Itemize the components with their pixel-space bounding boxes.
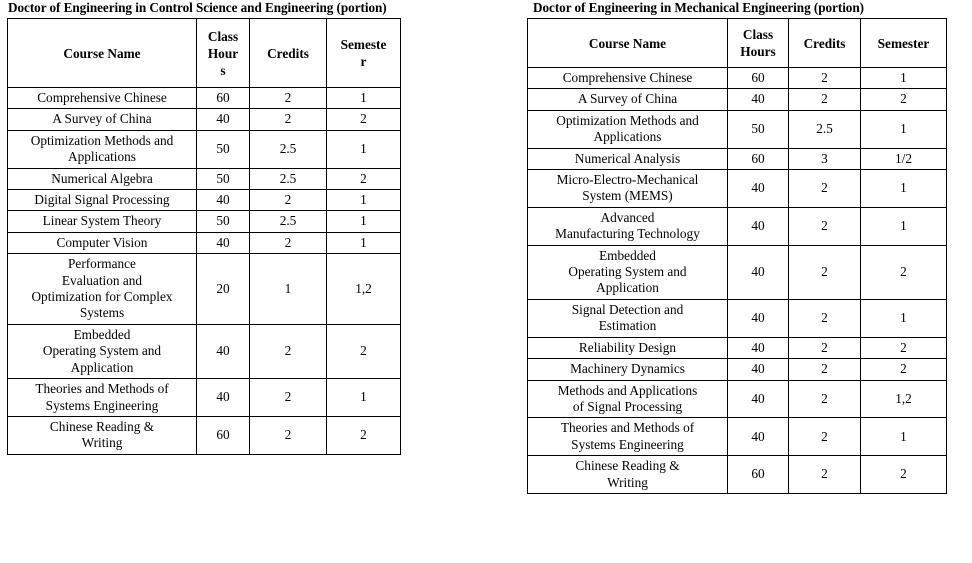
table-row [528, 418, 947, 456]
table-row [528, 148, 947, 169]
cell-class-hours: 40 [728, 299, 789, 337]
table-header [8, 19, 401, 88]
cell-credits: 2 [789, 337, 861, 358]
column-header-credits: Credits [250, 19, 327, 88]
table-row [528, 89, 947, 110]
cell-credits: 2 [789, 359, 861, 380]
table-header [528, 19, 947, 68]
cell-course-name: Advanced Manufacturing Technology [528, 207, 728, 245]
cell-course-name: Embedded Operating System and Application [8, 324, 197, 378]
cell-course-name: Comprehensive Chinese [8, 88, 197, 109]
cell-credits: 2 [250, 324, 327, 378]
cell-credits: 2.5 [250, 168, 327, 189]
cell-class-hours: 60 [197, 88, 250, 109]
table-row [8, 109, 401, 130]
cell-semester: 2 [327, 109, 401, 130]
cell-semester: 2 [327, 416, 401, 454]
cell-course-name: Chinese Reading & Writing [528, 456, 728, 494]
cell-course-name: Computer Vision [8, 232, 197, 253]
cell-semester: 2 [861, 337, 947, 358]
cell-class-hours: 40 [197, 190, 250, 211]
cell-course-name: Micro-Electro-Mechanical System (MEMS) [528, 170, 728, 208]
cell-class-hours: 40 [728, 337, 789, 358]
table-row [528, 207, 947, 245]
cell-course-name: Linear System Theory [8, 211, 197, 232]
table-row [8, 416, 401, 454]
table-row [528, 299, 947, 337]
cell-course-name: Optimization Methods and Applications [528, 110, 728, 148]
column-header-credits: Credits [789, 19, 861, 68]
cell-class-hours: 40 [197, 109, 250, 130]
mechanical-engineering-table-title: Doctor of Engineering in Mechanical Engineering (portion) [533, 0, 864, 15]
table-row [528, 380, 947, 418]
cell-semester: 2 [861, 456, 947, 494]
cell-credits: 2 [250, 232, 327, 253]
cell-class-hours: 50 [197, 168, 250, 189]
table-row [528, 68, 947, 89]
mechanical-engineering-course-table [527, 18, 947, 494]
cell-course-name: Signal Detection and Estimation [528, 299, 728, 337]
cell-semester: 1 [327, 190, 401, 211]
column-header-hours: Class Hours [728, 19, 789, 68]
cell-course-name: Digital Signal Processing [8, 190, 197, 211]
cell-class-hours: 40 [728, 418, 789, 456]
cell-semester: 1 [327, 232, 401, 253]
column-header-name: Course Name [528, 19, 728, 68]
cell-course-name: Embedded Operating System and Application [528, 245, 728, 299]
cell-class-hours: 40 [197, 232, 250, 253]
cell-semester: 1 [327, 379, 401, 417]
table-row [8, 88, 401, 109]
cell-semester: 1,2 [861, 380, 947, 418]
table-row [8, 190, 401, 211]
cell-credits: 2 [789, 170, 861, 208]
cell-course-name: Numerical Algebra [8, 168, 197, 189]
cell-credits: 1 [250, 254, 327, 325]
cell-credits: 2 [250, 416, 327, 454]
cell-class-hours: 60 [728, 456, 789, 494]
cell-semester: 1 [327, 130, 401, 168]
column-header-semester: Semester [861, 19, 947, 68]
cell-class-hours: 40 [728, 380, 789, 418]
cell-class-hours: 40 [728, 359, 789, 380]
cell-class-hours: 50 [197, 211, 250, 232]
table-row [528, 337, 947, 358]
cell-credits: 2 [250, 88, 327, 109]
cell-class-hours: 60 [197, 416, 250, 454]
cell-course-name: Methods and Applications of Signal Processing [528, 380, 728, 418]
cell-class-hours: 60 [728, 68, 789, 89]
cell-credits: 2 [789, 299, 861, 337]
table-row [528, 170, 947, 208]
cell-course-name: Chinese Reading & Writing [8, 416, 197, 454]
table-row [528, 245, 947, 299]
cell-credits: 2 [789, 380, 861, 418]
cell-credits: 2 [789, 89, 861, 110]
cell-course-name: Comprehensive Chinese [528, 68, 728, 89]
table-row [8, 324, 401, 378]
table-row [8, 232, 401, 253]
cell-semester: 2 [327, 168, 401, 189]
table-row [8, 130, 401, 168]
control-science-table-title: Doctor of Engineering in Control Science and Engineering (portion) [8, 0, 387, 15]
cell-course-name: Machinery Dynamics [528, 359, 728, 380]
cell-credits: 2 [789, 456, 861, 494]
cell-course-name: Reliability Design [528, 337, 728, 358]
control-science-table-block [7, 0, 400, 455]
cell-credits: 2.5 [250, 130, 327, 168]
cell-credits: 2.5 [789, 110, 861, 148]
column-header-name: Course Name [8, 19, 197, 88]
cell-credits: 2 [250, 379, 327, 417]
cell-class-hours: 40 [197, 324, 250, 378]
cell-semester: 1 [861, 207, 947, 245]
cell-semester: 1 [327, 211, 401, 232]
table-row [8, 211, 401, 232]
cell-semester: 1 [861, 418, 947, 456]
cell-class-hours: 40 [728, 170, 789, 208]
cell-class-hours: 50 [197, 130, 250, 168]
cell-class-hours: 40 [728, 245, 789, 299]
cell-course-name: A Survey of China [8, 109, 197, 130]
cell-credits: 2 [789, 68, 861, 89]
table-header-row [528, 19, 947, 68]
mechanical-engineering-table-block [527, 0, 946, 494]
cell-course-name: Performance Evaluation and Optimization for Complex Systems [8, 254, 197, 325]
cell-course-name: Numerical Analysis [528, 148, 728, 169]
cell-class-hours: 20 [197, 254, 250, 325]
table-row [528, 359, 947, 380]
table-body [528, 68, 947, 494]
cell-class-hours: 60 [728, 148, 789, 169]
cell-credits: 2 [250, 190, 327, 211]
cell-semester: 2 [861, 359, 947, 380]
cell-semester: 1 [861, 68, 947, 89]
cell-course-name: Theories and Methods of Systems Engineering [8, 379, 197, 417]
cell-credits: 3 [789, 148, 861, 169]
table-header-row [8, 19, 401, 88]
cell-semester: 1 [861, 110, 947, 148]
column-header-semester: Semeste r [327, 19, 401, 88]
table-row [528, 110, 947, 148]
control-science-course-table [7, 18, 401, 455]
table-row [8, 168, 401, 189]
cell-credits: 2 [789, 418, 861, 456]
cell-course-name: Optimization Methods and Applications [8, 130, 197, 168]
cell-semester: 1/2 [861, 148, 947, 169]
cell-semester: 1 [327, 88, 401, 109]
cell-class-hours: 50 [728, 110, 789, 148]
cell-credits: 2.5 [250, 211, 327, 232]
cell-semester: 2 [861, 89, 947, 110]
cell-semester: 1,2 [327, 254, 401, 325]
cell-semester: 1 [861, 170, 947, 208]
cell-class-hours: 40 [728, 207, 789, 245]
cell-class-hours: 40 [197, 379, 250, 417]
cell-credits: 2 [250, 109, 327, 130]
cell-credits: 2 [789, 207, 861, 245]
table-row [528, 456, 947, 494]
table-body [8, 88, 401, 455]
cell-semester: 1 [861, 299, 947, 337]
cell-semester: 2 [861, 245, 947, 299]
cell-course-name: A Survey of China [528, 89, 728, 110]
table-row [8, 379, 401, 417]
table-row [8, 254, 401, 325]
column-header-hours: Class Hour s [197, 19, 250, 88]
cell-course-name: Theories and Methods of Systems Engineering [528, 418, 728, 456]
cell-semester: 2 [327, 324, 401, 378]
cell-class-hours: 40 [728, 89, 789, 110]
cell-credits: 2 [789, 245, 861, 299]
